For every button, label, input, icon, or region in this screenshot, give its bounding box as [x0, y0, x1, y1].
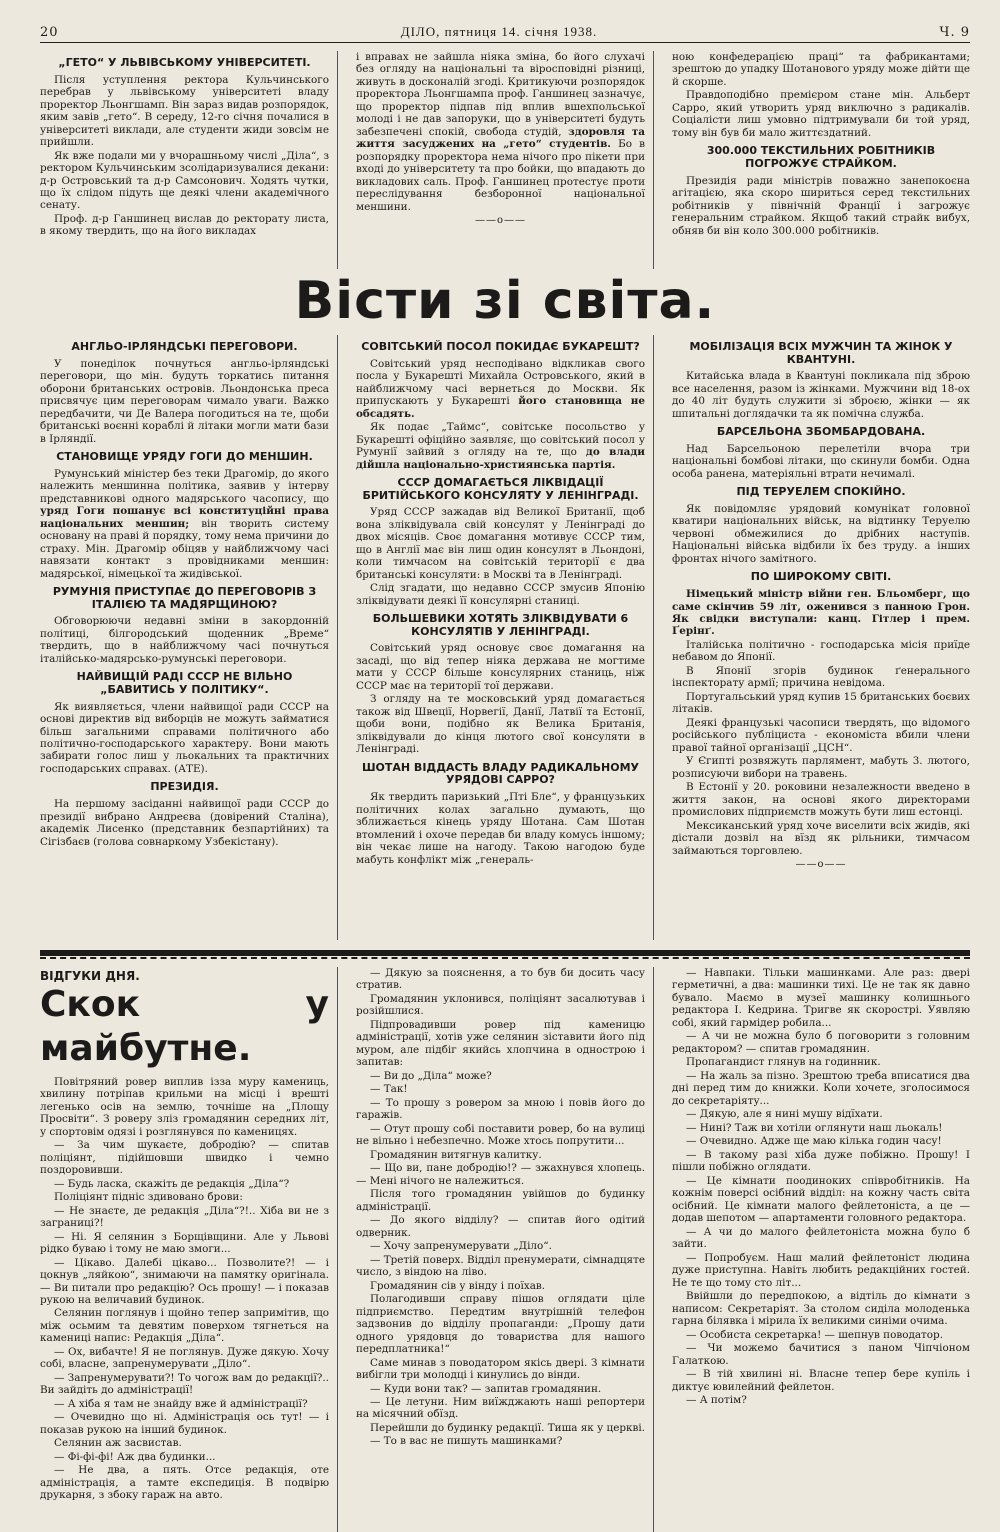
feature-paragraph: Полагодивши справу пішов оглядати ціле підприємство. Передтим внутрішній телефон задзвонив до відділу пропаганди: „Прошу дати одного урядовця до товариства для нашого передплатника!“: [356, 1293, 645, 1356]
paragraph: Як вже подали ми у вчорашньому числі „Діла“, з ректором Кульчинським зсолідаризувалися декани: д-р Островський та д-р Самсонович. Ходять чутки, що їх слідом підуть ще деякі члени академічного сенату.: [40, 149, 329, 212]
feature-paragraph: — А чи не можна було б поговорити з головним редактором? — спитав громадянин.: [672, 1030, 970, 1055]
feature-paragraph: — Дякую, але я нині мушу відїхати.: [686, 1108, 883, 1121]
text: і вправах не зайшла ніяка зміна, бо його слухачі без огляду на національні та віросповідні різниці, живуть в досконалій згоді. Критикуючи розпорядок проректора Льонгшампа проф. Ганшинец зазначує, що проректор підпав під вплив вшехпольської молоді і не дав запоруки, що в університеті будуть забезпечені спокій, свобода студій,: [356, 51, 645, 138]
feature-column-3: [672, 967, 970, 1532]
feature-section: [40, 967, 970, 1532]
feature-paragraph: Саме минав з поводатором якісь двері. З кімнати вибігли три молодці і кинулись до вінди.: [356, 1356, 645, 1382]
paragraph: Після уступлення ректора Кульчинського перебрав у львівському університеті владу проректор Льонгшамп. Він зараз видав розпорядок, яким завів „гето“. В середу, 12-го січня почалися в університеті виклади, але студенти жиди зовсім не прийшли.: [40, 73, 329, 149]
bold-text: його становища не обсадять.: [356, 395, 645, 420]
paragraph: Совітський уряд основує своє домагання на засаді, що від тепер ніяка держава не могтиме мати у СССР більше консулярних станиць, ніж СССР має на території тої держави.: [356, 642, 645, 692]
feature-paragraph: Перейшли до будинку редакції. Тиша як у церкві.: [370, 1421, 645, 1434]
feature-paragraph: — То прошу з ровером за мною і повів його до гаражів.: [356, 1096, 645, 1122]
text: Бо в розпорядку проректора нема нічого про пікети при вході до університету та про бойки, що впадають до викладових саль. Проф. Ганшинец протестує проти переслідування безборонної національної меншини.: [356, 138, 645, 213]
feature-paragraph: — Отут прошу собі поставити ровер, бо на вулиці не вільно і небезпечно. Може хтось попрутити...: [356, 1122, 645, 1148]
separator: ——о——: [795, 859, 847, 871]
text: Як подає „Таймс“, совітське посольство у Букарешті офіційно заявляє, що совітський посол у Румунії зайвий з огляду на те, що: [356, 421, 645, 459]
separator: ——о——: [474, 215, 527, 227]
paragraph: Президія ради міністрів поважно занепокоєна агітацією, яка скоро шириться серед текстильних робітників у північній Франції і загрожує генеральним страйком. Якщоб такий страйк вибух, обняв би він коло 300.000 робітників.: [672, 174, 970, 237]
headline: ШОТАН ВІДДАСТЬ ВЛАДУ РАДИКАЛЬНОМУ УРЯДОВІ САРРО?: [361, 760, 640, 787]
feature-paragraph: Громадянин витягнув калитку.: [370, 1148, 542, 1161]
paragraph: Мексиканський уряд хоче виселити всіх жидів, які дістали дозвіл на вїзд як рільники, тимчасом займаються торговлею.: [672, 819, 970, 857]
news-column-1: [40, 335, 338, 940]
text: Совітський уряд несподівано відкликав свого посла у Букарешті Михайла Островського, який в найближчому часі вернеться до Москви. Як припускають у Букарешті: [356, 357, 645, 408]
feature-paragraph: — Куди вони так? — запитав громадянин.: [370, 1382, 602, 1395]
paragraph: Деякі французькі часописи твердять, що відомого російського публіциста - економіста вбили члени правої тайної організації „ЦСН“.: [672, 716, 970, 754]
headline: СТАНОВИЩЕ УРЯДУ ГОГИ ДО МЕНШИН.: [56, 450, 313, 464]
feature-paragraph: — Запренумерувати?! То чогож вам до редакції?.. Ви зайдіть до адміністрації!: [40, 1371, 329, 1397]
feature-paragraph: — Чи можемо бачитися з паном Чіпчіоном Галаткою.: [672, 1342, 970, 1367]
paragraph: Португальський уряд купив 15 британських боєвих літаків.: [672, 690, 970, 716]
paragraph: Як повідомляє урядовий комунікат головної кватири національних військ, на відтинку Теруелю червоні обмежилися до дрібних наступів. Національні війська відбили їх без труду. а інших фронтах нічого замітного.: [672, 502, 970, 565]
bold-text: уряд Гоги пошанує всі конституційні права національних меншин;: [40, 505, 329, 530]
feature-paragraph: — Ох, вибачте! Я не поглянув. Дуже дякую. Хочу собі, власне, запренумерувати „Діло“.: [40, 1345, 329, 1371]
feature-paragraph: — Фі-фі-фі! Аж два будинки...: [54, 1450, 216, 1463]
headline: ПО ШИРОКОМУ СВІТІ.: [750, 570, 892, 584]
feature-paragraph: — Не знаєте, де редакція „Діла“?!.. Хіба ви не з заграниці?!: [40, 1204, 329, 1230]
headline: БАРСЕЛЬОНА ЗБОМБАРДОВАНА.: [716, 425, 926, 439]
paragraph: Китайська влада в Квантуні покликала під зброю все населення, разом із жінками. Мужчини від 18-ох до 40 літ будуть служити зі зброєю, жінки — як шпитальні доглядачки та як помічна служба.: [672, 370, 970, 420]
section-divider-dashed: [40, 957, 970, 959]
headline: РУМУНІЯ ПРИСТУПАЄ ДО ПЕРЕГОВОРІВ З ІТАЛІЄЮ ТА МАДЯРЩИНОЮ?: [52, 585, 317, 611]
feature-paragraph: — Третій поверх. Відділ пренумерати, сімнадцяте число, з віндою на ліво.: [356, 1253, 646, 1279]
feature-paragraph: Громадянин уклонився, поліціянт засалютував і розійшлися.: [356, 992, 645, 1018]
feature-paragraph: — А хіба я там не знайду вже й адміністрації?: [54, 1397, 308, 1410]
news-section-title: Вісти зі світа.: [294, 271, 716, 331]
text: Румунський міністер без теки Драгомір, до якого належить меншинна політика, заявив у інтерву представникові одного мадярського часопису, що: [40, 467, 329, 505]
textile-headline: 300.000 ТЕКСТИЛЬНИХ РОБІТНИКІВ ПОГРОЖУЄ СТРАЙКОМ.: [706, 144, 936, 171]
paragraph: Італійська політично - господарська місія приїде небавом до Японії.: [672, 638, 970, 664]
feature-paragraph: — Це кімнати поодиноких співробітників. На кожнім поверсі осібний відділ: на кожну часть світа осібний. Це кімнати малого фейлетоніста, а це — додав шепотом — апартаменти головного редактора.: [672, 1174, 970, 1225]
feature-paragraph: — Цікаво. Далебі цікаво... Позволите?! — і цокнув „ляйкою“, знимаючи на памятку оригінала. — Ви питали про редакцію? Ось прошу! — і показав рукою на величавий будинок.: [40, 1256, 329, 1306]
paragraph: У понеділок почнуться англьо-ірляндські переговори, що мін. будуть торкатись питання оборони британських островів. Льондонська преса присвячує цим переговорам чимало уваги. Важко передбачити, чи Де Валера погодиться на те, щоби британські воєнні кораблі й літаки могли мати бази в Ірляндії.: [40, 357, 329, 445]
feature-paragraph: — Не два, а пять. Отсе редакція, оте адміністрація, а тамте експедиція. В подвірю друкарня, з збоку гараж на авто.: [40, 1464, 329, 1502]
feature-column-2: [356, 967, 654, 1532]
feature-paragraph: — То в вас не пишуть машинками?: [370, 1435, 563, 1448]
feature-paragraph: Пропагандист глянув на годинник.: [686, 1056, 881, 1069]
feature-paragraph: — Особиста секретарка! — шепнув поводатор.: [686, 1328, 944, 1341]
feature-paragraph: — Навпаки. Тільки машинками. Але раз: двері герметичні, а два: машинки тихі. Це не так як давно бувало. Маємо в музеї машинку колишнього редактора І. Кедрина. Тригве як скорострі. Уявляю собі, який гармідер робила...: [672, 967, 970, 1029]
ghetto-headline: „ГЕТО“ У ЛЬВІВСЬКОМУ УНІВЕРСИТЕТІ.: [58, 56, 311, 69]
feature-paragraph: Підпровадивши ровер під каменицю адміністрації, хотів уже селянин зіставити його під муром, але підбіг якийсь хлопчина в однострою і запитав:: [356, 1018, 645, 1069]
feature-paragraph: — Нині? Таж ви хотіли оглянути наш льокаль!: [686, 1121, 943, 1134]
headline: НАЙВИЩІЙ РАДІ СССР НЕ ВІЛЬНО „БАВИТИСЬ У ПОЛІТИКУ“.: [76, 670, 293, 696]
news-column-3: [672, 335, 970, 940]
headline: ПРЕЗИДІЯ.: [150, 780, 219, 794]
bold-text: здоровля та життя засуджених на „гето“ студентів.: [356, 125, 645, 151]
paragraph: У Єгипті розвяжуть парлямент, мабуть 3. лютого, розписуючи вибори на травень.: [672, 755, 970, 780]
paragraph: Правдоподібно премієром стане мін. Альберт Сарро, який утворить уряд виключно з радикалів. Соціалісти лиш умовно підтримували би той уряд, тому він був би мало життєздатний.: [672, 89, 970, 139]
feature-paragraph: — Це летуни. Ним виїжджають наші репортери на місячний обїзд.: [356, 1395, 645, 1421]
paragraph: Німецький міністр війни ген. Бльомберг, що саме скінчив 59 літ, оженився з панною Грон. Як свідки виступали: канц. Гітлер і прем. Ґерінґ.: [672, 588, 970, 638]
news-column-2: [356, 335, 654, 940]
paragraph: Як виявляється, члени найвищої ради СССР на основі директив від виборців не можуть займатися більш загальними справами політичного або політично-господарського характеру. Вони мають забирати голос лиш у льокальних та практичних господарських справах. (АТЕ).: [40, 700, 329, 775]
top-column-3: [672, 51, 970, 269]
feature-paragraph: — Ви до „Діла“ може?: [370, 1069, 492, 1082]
feature-column-1: [40, 967, 338, 1532]
feature-paragraph: — Так!: [370, 1083, 408, 1096]
feature-paragraph: — Що ви, пане добродію!? — зжахнувся хлопець. — Мені нічого не належиться.: [356, 1162, 645, 1187]
paragraph: З огляду на те московський уряд домагається також від Швеції, Норвегії, Данії, Латвії та Естонії, щоби вони, подібно як Велика Британія, зліквідували до кінця лютого свої консуляти в Ленінграді.: [356, 693, 645, 756]
feature-paragraph: — Ні. Я селянин з Борщівщини. Але у Львові рідко буваю і тому не маю змоги...: [40, 1230, 329, 1256]
feature-paragraph: Селянин аж засвистав.: [54, 1437, 182, 1450]
running-head: [40, 24, 970, 43]
paragraph: ною конфедерацією праці“ та фабрикантами; зрештою до упадку Шотанового уряду може дійти ще й скорше.: [672, 51, 970, 88]
feature-paragraph: — На жаль за пізно. Зрештою треба вписатися два дні перед тим до книжки. Коли хочете, зголосимося до секретаріяту...: [672, 1069, 970, 1107]
paragraph: В Естонії у 20. роковини незалежности введено в життя закон, на основі якого директорами промислових підприємств можуть бути лиш естонці.: [672, 781, 970, 819]
feature-paragraph: — За чим шукаєте, добродію? — спитав поліціянт, підійшовши швидко і чемно поздоровивши.: [40, 1139, 329, 1177]
feature-paragraph: — Попробуєм. Наш малий фейлетоніст людина дуже приступна. Навіть любить редакційних гостей. Не те що тому сто літ...: [672, 1251, 970, 1289]
paragraph: Слід згадати, що недавно СССР змусив Японію зліквідувати деякі її консулярні станиці.: [356, 582, 645, 607]
feature-paragraph: Після того громадянин увійшов до будинку адміністрації.: [356, 1188, 645, 1213]
feature-paragraph: — Дякую за пояснення, а то був би досить часу стратив.: [356, 967, 645, 992]
headline: ПІД ТЕРУЕЛЕМ СПОКІЙНО.: [736, 485, 906, 499]
headline: СССР ДОМАГАЄТЬСЯ ЛІКВІДАЦІЇ БРИТІЙСЬКОГО КОНСУЛЯТУ У ЛЕНІНГРАДІ.: [362, 476, 639, 502]
feature-paragraph: — Очевидно що ні. Адміністрація ось тут! — і показав рукою на інший будинок.: [40, 1411, 329, 1436]
feature-paragraph: Поліціянт підніс здивовано брови:: [54, 1191, 243, 1204]
feature-paragraph: Ввійшли до передпокою, а відтіль до кімнати з написом: Секретаріят. За столом сиділа молоденька гарна білявка і мірила їх великими синіми очима.: [672, 1290, 970, 1328]
paragraph: В Японії згорів будинок ґенерального інспекторату армії; причина невідома.: [672, 664, 970, 690]
paragraph: Уряд СССР зажадав від Великої Британії, щоб вона зліквідувала свій консулят у Ленінграді до двох місяців. Своє домагання мотивує СССР тим, що в Англії має він лиш один консулят в Льондоні, коли тимчасом на совітській території є два британські консуляти: в Москві та в Ленінграді.: [356, 506, 645, 581]
feature-paragraph: Громадянин сів у вінду і поїхав.: [370, 1279, 546, 1292]
feature-paragraph: — А потім?: [686, 1393, 747, 1406]
paragraph: [356, 421, 645, 471]
news-section: [40, 335, 970, 940]
paragraph: Обговорюючи недавні зміни в закордонній політиці, білгородський щоденник „Време“ твердить, що в найближчому часі почнуться італійсько-мадярсько-румунські переговори.: [40, 615, 329, 665]
paragraph: Проф. д-р Ганшинец вислав до ректорату листа, в якому твердить, що на його викладах: [40, 212, 329, 238]
paragraph: [356, 51, 645, 213]
masthead: ДІЛО, пятниця 14. січня 1938.: [400, 24, 598, 39]
feature-paragraph: — До якого відділу? — спитав його одітий одверник.: [356, 1214, 645, 1239]
feature-paragraph: — Хочу запренумерувати „Діло“.: [370, 1240, 552, 1253]
paragraph: [40, 468, 329, 580]
text: він творить систему основану на праві й порядку, тому нема причини до страху. Мін. Драгомір обіцяв у найближчому часі навязати контакт з провідниками меншин: мадярської, німецької та жидівської.: [40, 517, 329, 580]
feature-kicker: ВІДГУКИ ДНЯ.: [40, 969, 140, 983]
feature-paragraph: — В тій хвилині ні. Власне тепер бере купіль і диктує ювилейний фейлетон.: [672, 1368, 970, 1393]
feature-paragraph: — В такому разі хіба дуже побіжно. Прошу! І пішли побіжно оглядати.: [672, 1148, 970, 1174]
top-column-1: [40, 51, 338, 269]
headline: БОЛЬШЕВИКИ ХОТЯТЬ ЗЛІКВІДУВАТИ 6 КОНСУЛЯТІВ У ЛЕНІНГРАДІ.: [372, 612, 629, 638]
feature-paragraph: Повітряний ровер виплив ізза муру камениць, хвилину потріпав крильми на місці і врешті легенько осів на землю, точніше на „Площу Просвіти“. З роверу зліз громадянин середних літ, у спортовім одязі і розглянувся по каменицях.: [40, 1075, 329, 1138]
page-number: 20: [40, 25, 59, 40]
section-divider: [40, 950, 970, 956]
paragraph: На першому засіданні найвищої ради СССР до президії вибрано Андреєва (довірений Сталіна), академік Лисенко (представник безпартійних) та Сігізбаєв (голова совнаркому Узбекістану).: [40, 798, 329, 848]
top-column-2: [356, 51, 654, 269]
headline: АНГЛЬО-ІРЛЯНДСЬКІ ПЕРЕГОВОРИ.: [71, 340, 298, 353]
paragraph: Як твердить паризький „Пті Бле“, у французьких політичних колах загально думають, що зближається кінець уряду Шотана. Сам Шотан втомлений і охоче передав би владу комусь іншому; він чекає лише на нагоду. Такою нагодою буде мабуть конфлікт між „генераль-: [356, 791, 645, 866]
top-section: [40, 51, 970, 269]
feature-paragraph: — Очевидно. Адже ще маю кілька годин часу!: [686, 1135, 942, 1148]
headline: СОВІТСЬКИЙ ПОСОЛ ПОКИДАЄ БУКАРЕШТ?: [361, 340, 640, 353]
feature-paragraph: Селянин поглянув і щойно тепер запримітив, що між осьмим та девятим поверхом тягнеться на камениці напис: Редакція „Діла“.: [40, 1307, 329, 1345]
feature-paragraph: — Будь ласка, скажіть де редакція „Діла“?: [54, 1177, 290, 1190]
headline: МОБІЛІЗАЦІЯ ВСІХ МУЖЧИН ТА ЖІНОК У КВАНТУНІ.: [689, 340, 953, 366]
paragraph: Над Барсельоною перелетіли вчора три національні бомбові літаки, що скинули бомби. Одна особа ранена, матеріяльні втрати нечималі.: [672, 442, 970, 480]
paragraph: [356, 358, 645, 420]
bold-text: до влади дійшла національно-християнська партія.: [356, 446, 646, 471]
issue-number: Ч. 9: [939, 25, 970, 40]
feature-title: Скок у майбутне.: [40, 984, 329, 1069]
feature-paragraph: — А чи до малого фейлетоніста можна було б зайти.: [672, 1225, 970, 1251]
